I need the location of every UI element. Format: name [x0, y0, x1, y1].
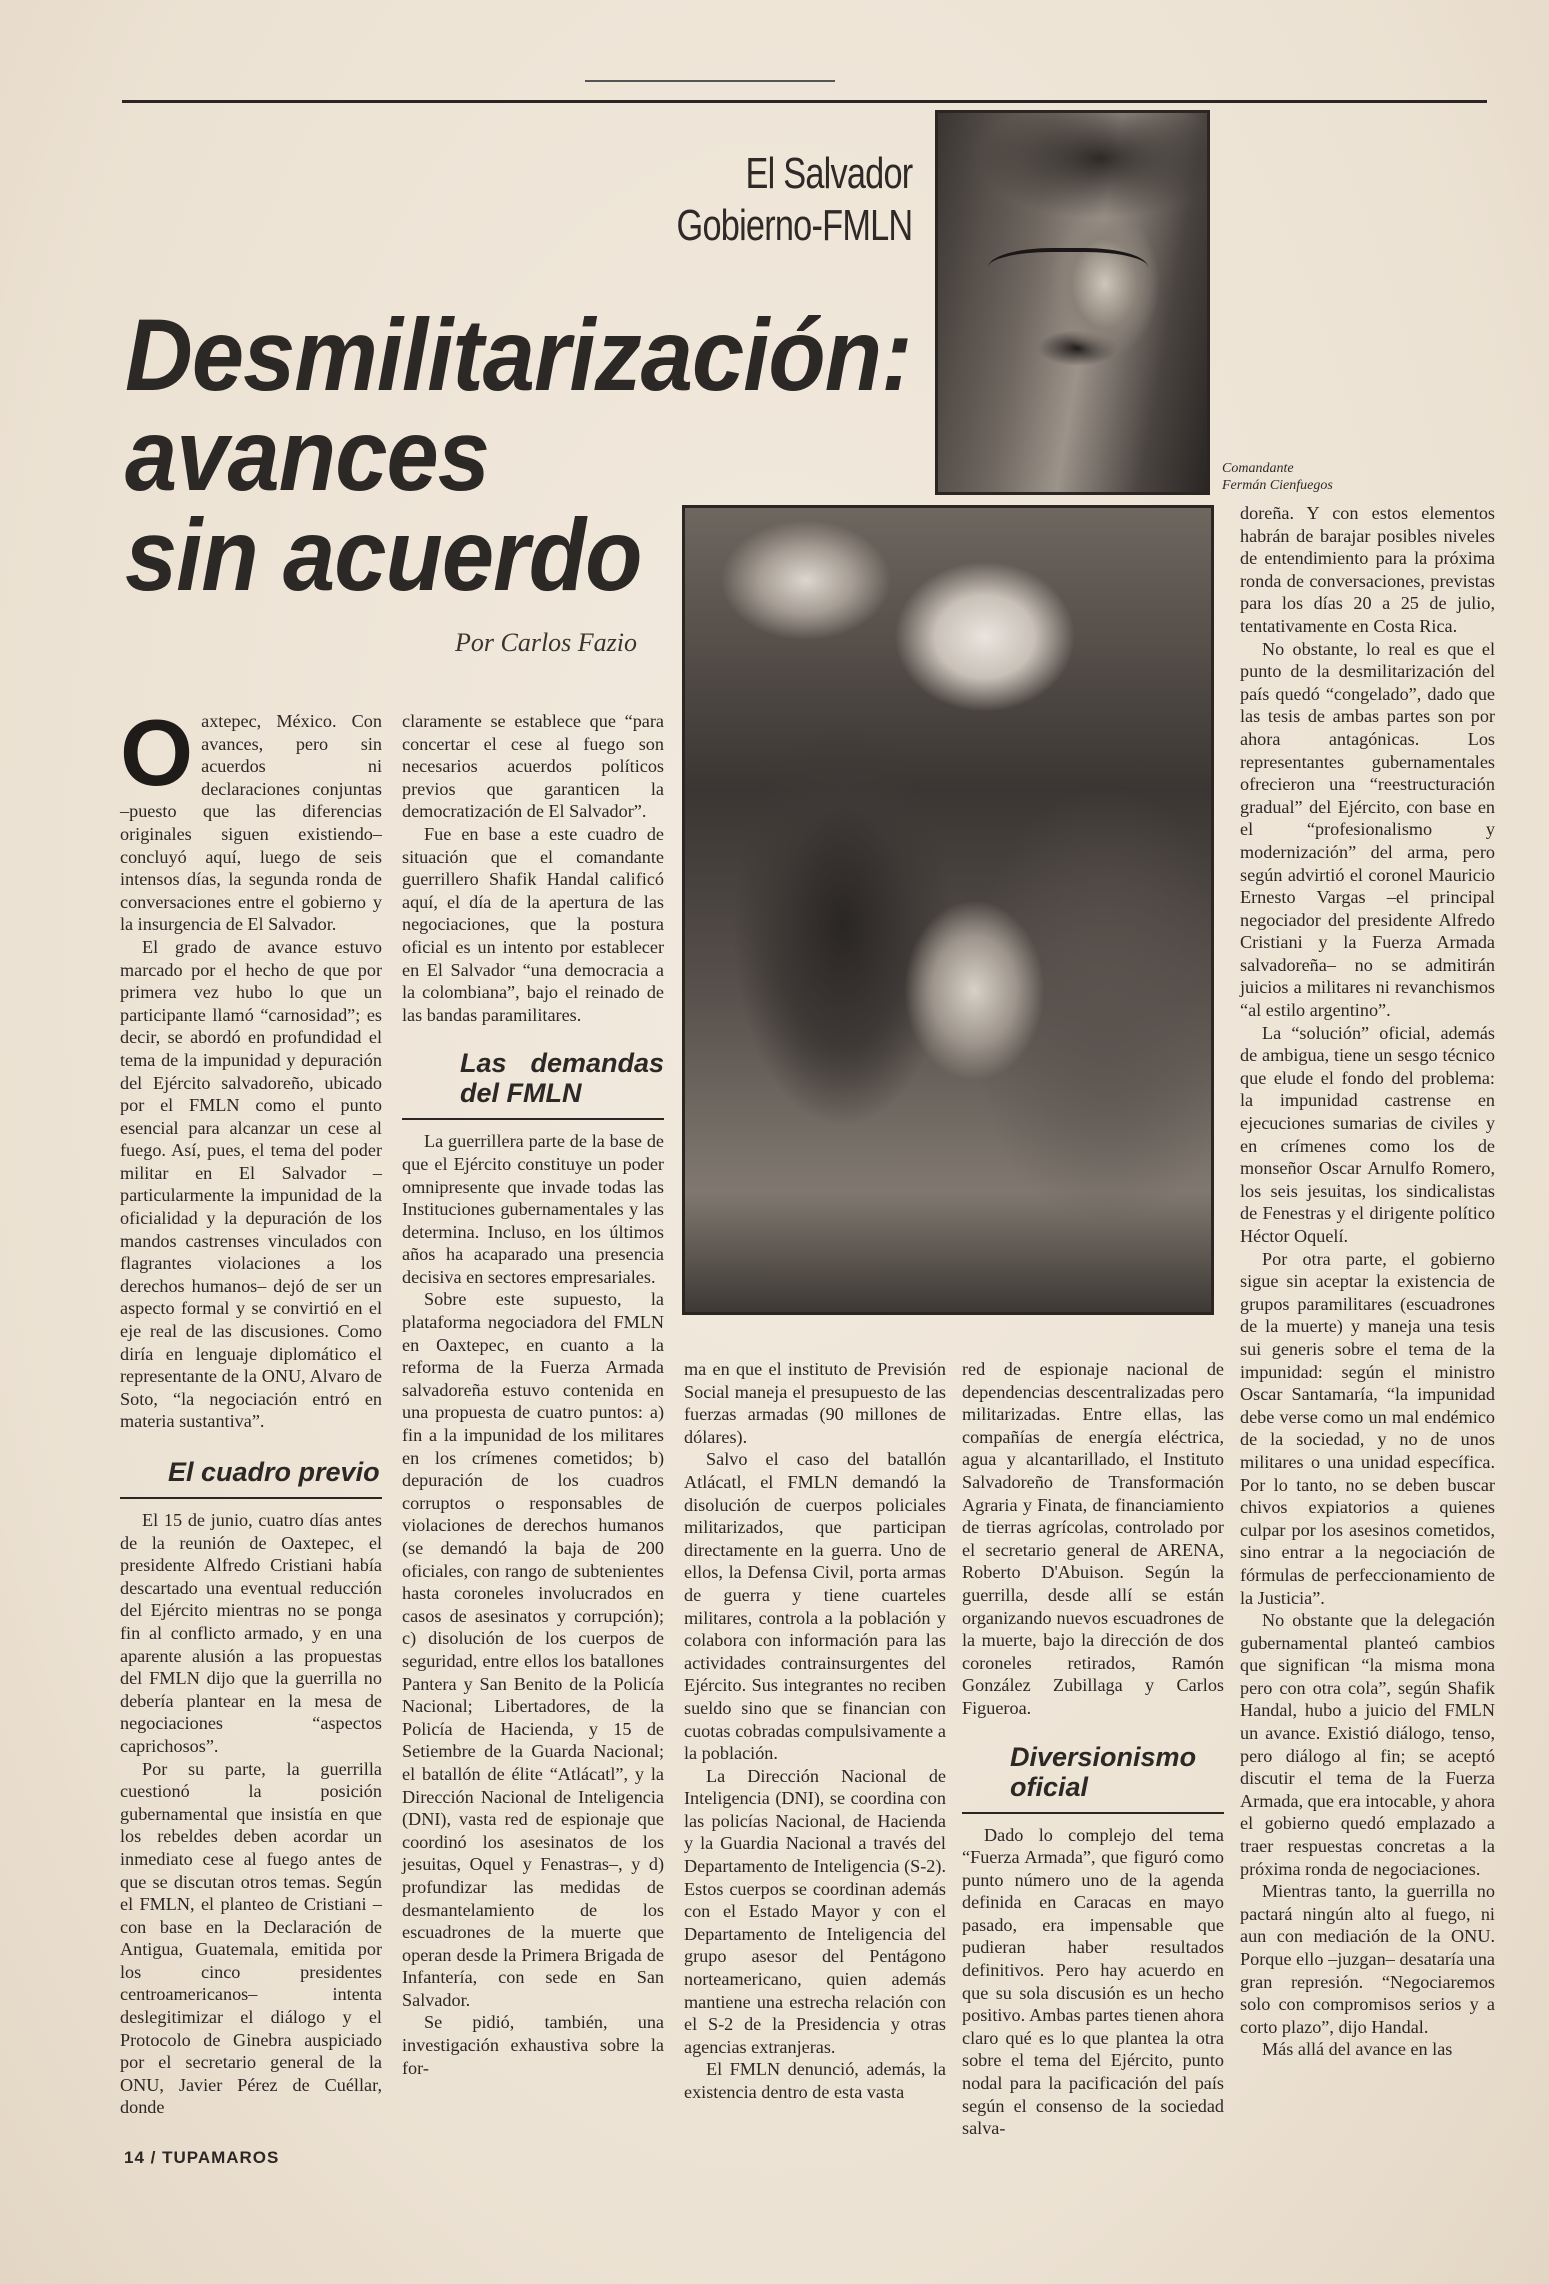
paragraph: No obstante que la delegación gubernamental planteó cambios que significan “la misma mona pero con otra cola”, según Shafik Handal, hubo a juicio del FMLN un avance. Existió diálogo, tenso, pero diálogo al fin; se aceptó discutir el tema de la Fuerza Armada, que era intocable, y ahora el gobierno quedó emplazado a traer respuestas concretas a la próxima ronda de negociaciones.	[1240, 1610, 1496, 1879]
paragraph: La “solución” oficial, además de ambigua, tiene un sesgo técnico que elude el fondo del problema: la impunidad castrense en ejecuciones sumarias de civiles y en crímenes como los de monseñor Oscar Arnulfo Romero, los seis jesuitas, los sindicalistas de Fenestras y el dirigente político Héctor Oquelí.	[1240, 1022, 1495, 1246]
kicker-line-1: El Salvador	[745, 149, 912, 198]
article-column-5	[1240, 502, 1495, 2061]
paragraph: Salvo el caso del batallón Atlácatl, el FMLN demandó la disolución de cuerpos policiales militarizados, que participan directamente en la guerra. Uno de ellos, la Defensa Civil, porta armas de guerra y tiene cuarteles militares, controla a la población y colabora con información para las actividades contrainsurgentes del Ejército. Sus integrantes no reciben sueldo sino que se financian con cuotas cobradas compulsivamente a la población.	[684, 1449, 946, 1764]
headline-line-2: avances	[125, 398, 490, 512]
article-column-1	[120, 700, 382, 2119]
article-column-3	[684, 1358, 946, 2104]
drop-cap: O	[120, 700, 194, 805]
paragraph: Más allá del avance en las	[1262, 2039, 1453, 2060]
photo-caption	[1222, 460, 1333, 494]
article-column-4	[962, 1358, 1224, 2140]
paragraph: Dado lo complejo del tema “Fuerza Armada”, que figuró como punto número uno de la agenda definida en Caracas en mayo pasado, era impensable que pudieran haber resultados definitivos. Pero hay acuerdo en que su sola discusión es un hecho positivo. Ambas partes tienen ahora claro qué es lo que plantea la otra sobre el tema del Ejército, punto nodal para la pacificación del país según el consenso de la sociedad salva-	[962, 1824, 1224, 2139]
caption-line-2: Fermán Cienfuegos	[1222, 478, 1333, 493]
byline: Por Carlos Fazio	[455, 628, 638, 657]
paragraph: doreña. Y con estos elementos habrán de barajar posibles niveles de entendimiento para la próxima ronda de conversaciones, previstas para los días 20 a 25 de julio, tentativamente en Costa Rica.	[1240, 503, 1495, 636]
glasses-shape	[988, 248, 1148, 296]
headline-line-3: sin acuerdo	[125, 498, 642, 612]
paragraph: Sobre este supuesto, la plataforma negociadora del FMLN en Oaxtepec, en cuanto a la reforma de la Fuerza Armada salvadoreña estuvo contenida en una propuesta de cuatro puntos: a) fin a la impunidad de los militares en los crímenes cometidos; b) depuración de los cuadros corruptos o responsables de violaciones de derechos humanos (se demandó la baja de 200 oficiales, con rango de subtenientes hasta coroneles involucrados en casos de asesinatos y corrupción); c) disolución de los cuerpos de seguridad, entre ellos los batallones Pantera y San Benito de la Policía Nacional; Libertadores, de la Policía de Hacienda, y 15 de Setiembre de la Guarda Nacional; el batallón de élite “Atlácatl”, y la Dirección Nacional de Inteligencia (DNI), vasta red de espionaje que coordinó los asesinatos de los jesuitas, Oquel y Fenastras–, y d) profundizar las medidas de desmantelamiento de los escuadrones de la muerte que operan desde la Primera Brigada de Infantería, con sede en San Salvador.	[402, 1289, 664, 2010]
top-rule-short	[585, 80, 835, 82]
kicker-line-2: Gobierno-FMLN	[676, 201, 912, 250]
paragraph: Por otra parte, el gobierno sigue sin aceptar la existencia de grupos paramilitares (escuadrones de la muerte) y maneja una tesis sui generis sobre el tema de la impunidad: según el ministro Oscar Santamaría, “la impunidad debe verse como un mal endémico de la sociedad, y no de unos militares o una unidad específica. Por lo tanto, no se deben buscar chivos expiatorios a quienes culpar por los asesinos cometidos, sino entrar a la negociación de fórmulas de perfeccionamiento de la Justicia”.	[1240, 1248, 1495, 1608]
article-column-2	[402, 710, 664, 2079]
paragraph: La guerrillera parte de la base de que el Ejército constituye un poder omnipresente que invade todas las Instituciones gubernamentales y las determina. Incluso, en los últimos años ha acaparado una presencia decisiva en sectores empresariales.	[402, 1131, 664, 1287]
top-rule	[122, 100, 1487, 103]
subhead-diversionismo-oficial: Diversionismo oficial	[962, 1742, 1224, 1814]
paragraph: Fue en base a este cuadro de situación que el comandante guerrillero Shafik Handal calificó aquí, el día de la apertura de las negociaciones, que la postura oficial es un intento por establecer en El Salvador “una democracia a la colombiana”, bajo el reinado de las bandas paramilitares.	[402, 823, 664, 1025]
subhead-cuadro-previo: El cuadro previo	[120, 1457, 382, 1499]
paragraph: Oaxtepec, México. Con avances, pero sin acuerdos ni declaraciones conjuntas –puesto que las diferencias originales siguen existiendo– concluyó aquí, luego de seis intensos días, la segunda ronda de conversaciones entre el gobierno y la insurgencia de El Salvador.	[120, 700, 382, 935]
paragraph: El grado de avance estuvo marcado por el hecho de que por primera vez hubo lo que un participante llamó “carnosidad”; es decir, se abordó en profundidad el tema de la impunidad y depuración del Ejército salvadoreño, ubicado por el FMLN como el punto esencial para alcanzar un cese al fuego. Así, pues, el tema del poder militar en El Salvador –particularmente la impunidad de la oficialidad y la depuración de los mandos castrenses vinculados con flagrantes violaciones a los derechos humanos– dejó de ser un aspecto formal y se convirtió en el eje real de las discusiones. Como diría en lenguaje diplomático el representante de la ONU, Alvaro de Soto, “la negociación entró en materia sustantiva”.	[120, 936, 382, 1432]
main-photo	[682, 505, 1214, 1315]
caption-line-1: Comandante	[1222, 461, 1294, 476]
headline-line-1: Desmilitarización:	[125, 298, 912, 412]
portrait-photo	[935, 110, 1210, 495]
page-footer: 14 / TUPAMAROS	[124, 2148, 280, 2167]
paragraph: claramente se establece que “para concertar el cese al fuego son necesarios acuerdos políticos previos que garanticen la democratización de El Salvador”.	[402, 711, 664, 822]
section-kicker	[676, 148, 912, 252]
paragraph: Por su parte, la guerrilla cuestionó la posición gubernamental que insistía en que los rebeldes deben acordar un inmediato cese al fuego antes de que se discutan otros temas. Según el FMLN, el planteo de Cristiani –con base en la Declaración de Antigua, Guatemala, emitida por los cinco presidentes centroamericanos– intenta deslegitimizar el diálogo y el Protocolo de Ginebra auspiciado por el secretario general de la ONU, Javier Pérez de Cuéllar, donde	[120, 1758, 382, 2118]
paragraph: Se pidió, también, una investigación exhaustiva sobre la for-	[402, 2012, 664, 2078]
paragraph: ma en que el instituto de Previsión Social maneja el presupuesto de las fuerzas armadas (90 millones de dólares).	[684, 1359, 946, 1447]
paragraph: red de espionaje nacional de dependencias descentralizadas pero militarizadas. Entre ellas, las compañías de energía eléctrica, agua y alcantarillado, el Instituto Salvadoreño de Transformación Agraria y Finata, de financiamiento de tierras agrícolas, controlado por el secretario general de ARENA, Roberto D'Abuison. Según la guerrilla, desde allí se están organizando nuevos escuadrones de la muerte, bajo la dirección de dos coroneles retirados, Ramón González Zubillaga y Carlos Figueroa.	[962, 1359, 1224, 1718]
paragraph: No obstante, lo real es que el punto de la desmilitarización del país quedó “congelado”, dado que las tesis de ambas partes son por ahora antagónicas. Los representantes gubernamentales ofrecieron una “reestructuración gradual” del Ejército, con base en el “profesionalismo y modernización” del arma, pero según advirtió el coronel Mauricio Ernesto Vargas –el principal negociador del presidente Alfredo Cristiani y la Fuerza Armada salvadoreña– no se admitirán juicios a militares ni revanchismos “al estilo argentino”.	[1240, 638, 1495, 1021]
paragraph: El 15 de junio, cuatro días antes de la reunión de Oaxtepec, el presidente Alfredo Cristiani había descartado una eventual reducción del Ejército mientras no se ponga fin al conflicto armado, y en una aparente alusión a las propuestas del FMLN dijo que la guerrilla no debería plantear en la mesa de negociaciones “aspectos caprichosos”.	[120, 1510, 382, 1756]
paragraph: La Dirección Nacional de Inteligencia (DNI), se coordina con las policías Nacional, de Hacienda y la Guardia Nacional a través del Departamento de Inteligencia (S-2). Estos cuerpos se coordinan además con el Estado Mayor y con el Departamento de Inteligencia del grupo asesor del Pentágono norteamericano, quien además mantiene una estrecha relación con el S-2 de la Presidencia y otras agencias extranjeras.	[684, 1765, 946, 2057]
subhead-demandas-fmln: Las demandas del FMLN	[402, 1048, 664, 1120]
paragraph: Mientras tanto, la guerrilla no pactará ningún alto al fuego, ni aun con mediación de la ONU. Porque ello –juzgan– desataría una gran represión. “Negociaremos solo con compromisos serios y a corto plazo”, dijo Handal.	[1240, 1881, 1495, 2037]
paragraph: El FMLN denunció, además, la existencia dentro de esta vasta	[684, 2059, 946, 2102]
